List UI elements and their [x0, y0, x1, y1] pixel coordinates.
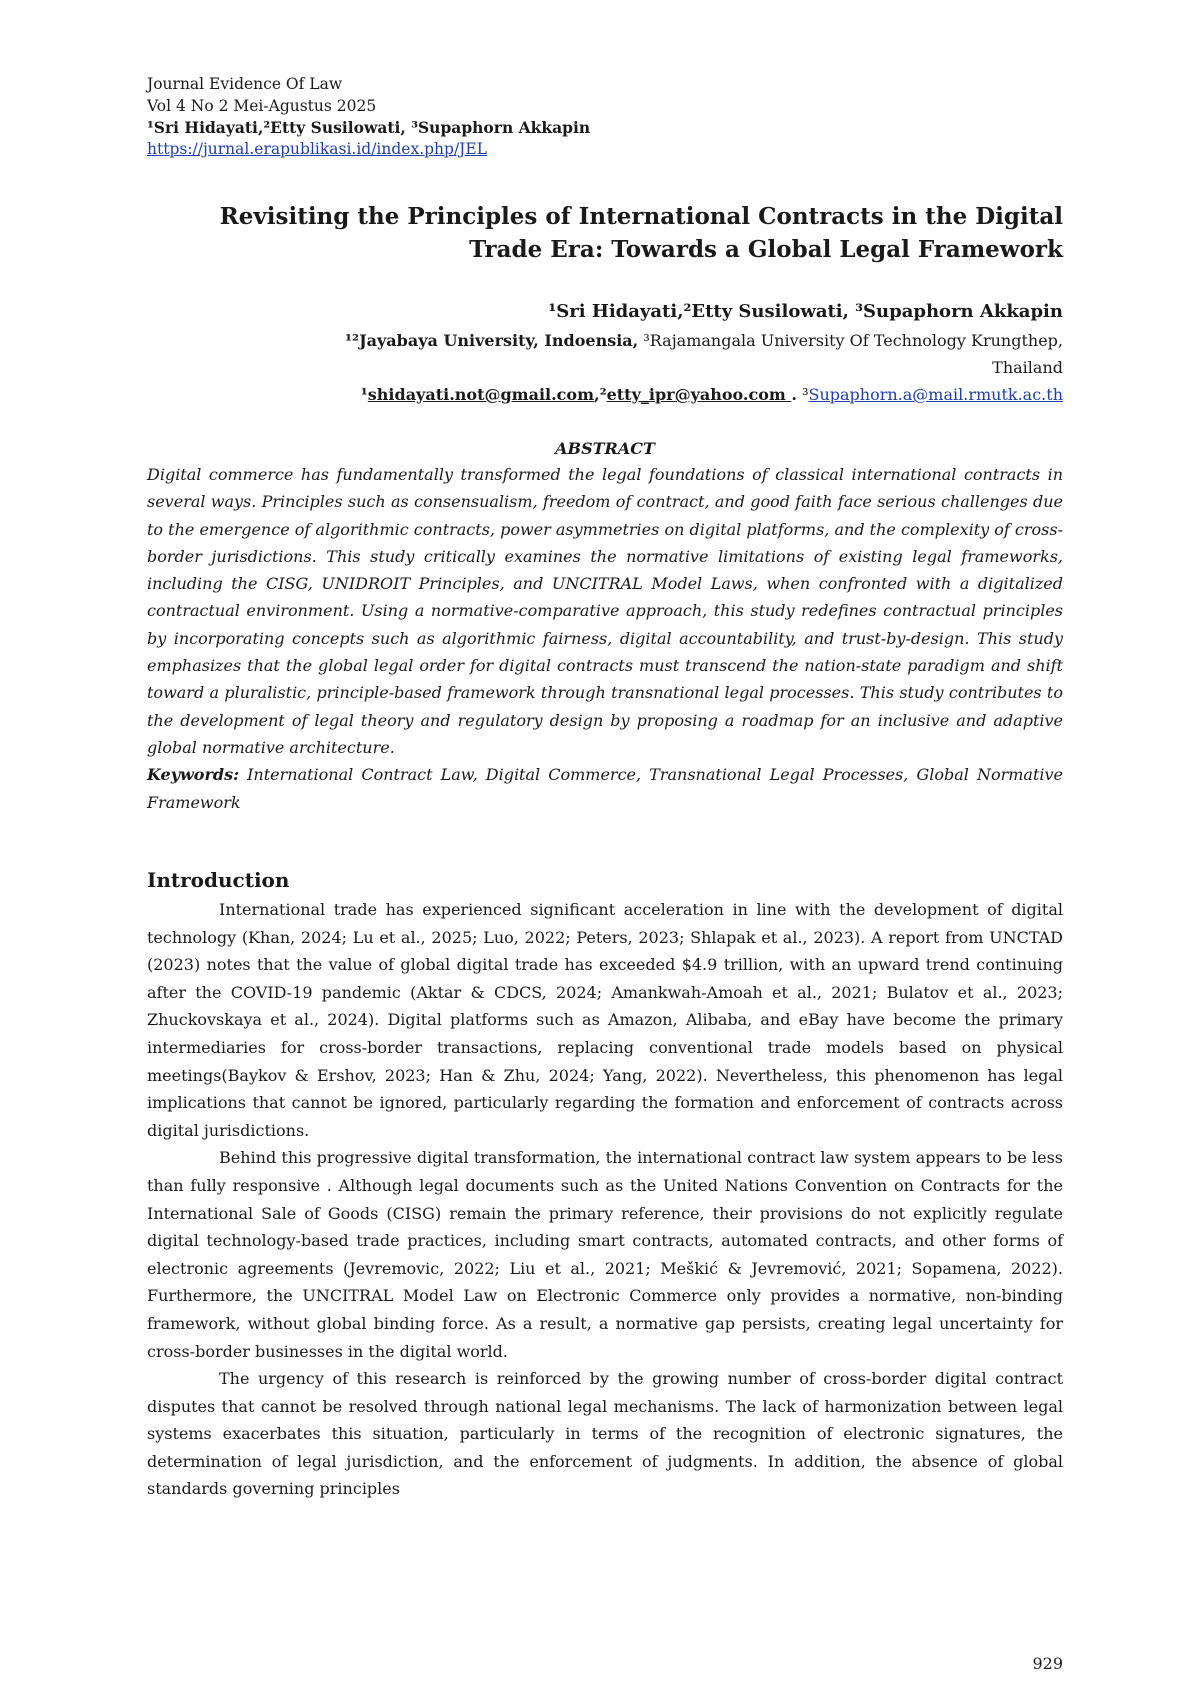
abstract-text: Digital commerce has fundamentally transformed the legal foundations of classical international contracts in several ways. Principles such as consensualism, freedom of contract, and good faith face serious challenges due to the emergence of algorithmic contracts, power asymmetries on digital platforms, and the complexity of cross-border jurisdictions. This study critically examines the normative limitations of existing legal frameworks, including the CISG, UNIDROIT Principles, and UNCITRAL Model Laws, when confronted with a digitalized contractual environment. Using a normative-comparative approach, this study redefines contractual principles by incorporating concepts such as algorithmic fairness, digital accountability, and trust-by-design. This study emphasizes that the global legal order for digital contracts must transcend the nation-state paradigm and shift toward a pluralistic, principle-based framework through transnational legal processes. This study contributes to the development of legal theory and regulatory design by proposing a roadmap for an inclusive and adaptive global normative architecture.	[147, 465, 1063, 757]
intro-paragraph-1: International trade has experienced significant acceleration in line with the development of digital technology (Khan, 2024; Lu et al., 2025; Luo, 2022; Peters, 2023; Shlapak et al., 2023). A report from UNCTAD (2023) notes that the value of global digital trade has exceeded $4.9 trillion, with an upward trend continuing after the COVID-19 pandemic (Aktar & CDCS, 2024; Amankwah-Amoah et al., 2021; Bulatov et al., 2023; Zhuckovskaya et al., 2024). Digital platforms such as Amazon, Alibaba, and eBay have become the primary intermediaries for cross-border transactions, replacing conventional trade models based on physical meetings(Baykov & Ershov, 2023; Han & Zhu, 2024; Yang, 2022). Nevertheless, this phenomenon has legal implications that cannot be ignored, particularly regarding the formation and enforcement of contracts across digital jurisdictions.	[147, 900, 1063, 1140]
email-link-2[interactable]: etty_ipr@yahoo.com	[606, 385, 792, 404]
email-sup-2: ²	[599, 385, 607, 404]
title-line-1: Revisiting the Principles of International Contracts in the Digital	[219, 203, 1063, 230]
affiliation-country: Thailand	[992, 358, 1063, 377]
introduction-section	[147, 866, 1063, 1503]
title-line-2: Trade Era: Towards a Global Legal Framework	[469, 236, 1063, 263]
affiliation-sup-1: ¹²	[345, 331, 360, 350]
abstract-heading: ABSTRACT	[555, 439, 655, 458]
email-sup-1: ¹	[360, 385, 368, 404]
email-link-1[interactable]: shidayati.not@gmail.com	[367, 385, 595, 404]
header-authors: ¹Sri Hidayati,²Etty Susilowati, ³Supaphorn Akkapin	[147, 118, 591, 137]
email-line	[147, 381, 1063, 408]
page-number: 929	[1032, 1654, 1063, 1673]
email-sup-3: ³	[802, 385, 809, 404]
email-separator-2: .	[791, 385, 797, 404]
author-names: ¹Sri Hidayati,²Etty Susilowati, ³Supaphorn Akkapin	[548, 301, 1063, 322]
affiliation-university-2: Rajamangala University Of Technology Krungthep,	[649, 331, 1063, 350]
intro-paragraph-2: Behind this progressive digital transformation, the international contract law system appears to be less than fully responsive . Although legal documents such as the United Nations Convention on Contracts for the International Sale of Goods (CISG) remain the primary reference, their provisions do not explicitly regulate digital technology-based trade practices, including smart contracts, automated contracts, and other forms of electronic agreements (Jevremovic, 2022; Liu et al., 2021; Meškić & Jevremović, 2021; Sopamena, 2022). Furthermore, the UNCITRAL Model Law on Electronic Commerce only provides a normative, non-binding framework, without global binding force. As a result, a normative gap persists, creating legal uncertainty for cross-border businesses in the digital world.	[147, 1148, 1063, 1361]
running-header	[147, 74, 590, 160]
journal-volume: Vol 4 No 2 Mei-Agustus 2025	[147, 96, 377, 115]
journal-name: Journal Evidence Of Law	[147, 75, 343, 93]
introduction-heading: Introduction	[147, 868, 290, 892]
affiliation-university-1: Jayabaya University, Indoensia,	[359, 331, 639, 350]
journal-url-link[interactable]: https://jurnal.erapublikasi.id/index.php/JEL	[147, 139, 488, 158]
keywords-list: International Contract Law, Digital Commerce, Transnational Legal Processes, Global Normative Framework	[147, 765, 1063, 812]
email-link-3[interactable]: Supaphorn.a@mail.rmutk.ac.th	[808, 385, 1063, 404]
affiliation-sup-2: ³	[643, 331, 650, 350]
email-separator-1: ,	[594, 385, 600, 404]
author-block	[147, 297, 1063, 408]
abstract-section	[147, 437, 1063, 816]
keywords	[147, 761, 1063, 816]
keywords-label: Keywords:	[147, 765, 240, 785]
affiliation-line	[147, 327, 1063, 354]
paper-title	[147, 200, 1063, 266]
intro-paragraph-3: The urgency of this research is reinforced by the growing number of cross-border digital contract disputes that cannot be resolved through national legal mechanisms. The lack of harmonization between legal systems exacerbates this situation, particularly in terms of the recognition of electronic signatures, the determination of legal jurisdiction, and the enforcement of judgments. In addition, the absence of global standards governing principles	[147, 1369, 1063, 1499]
